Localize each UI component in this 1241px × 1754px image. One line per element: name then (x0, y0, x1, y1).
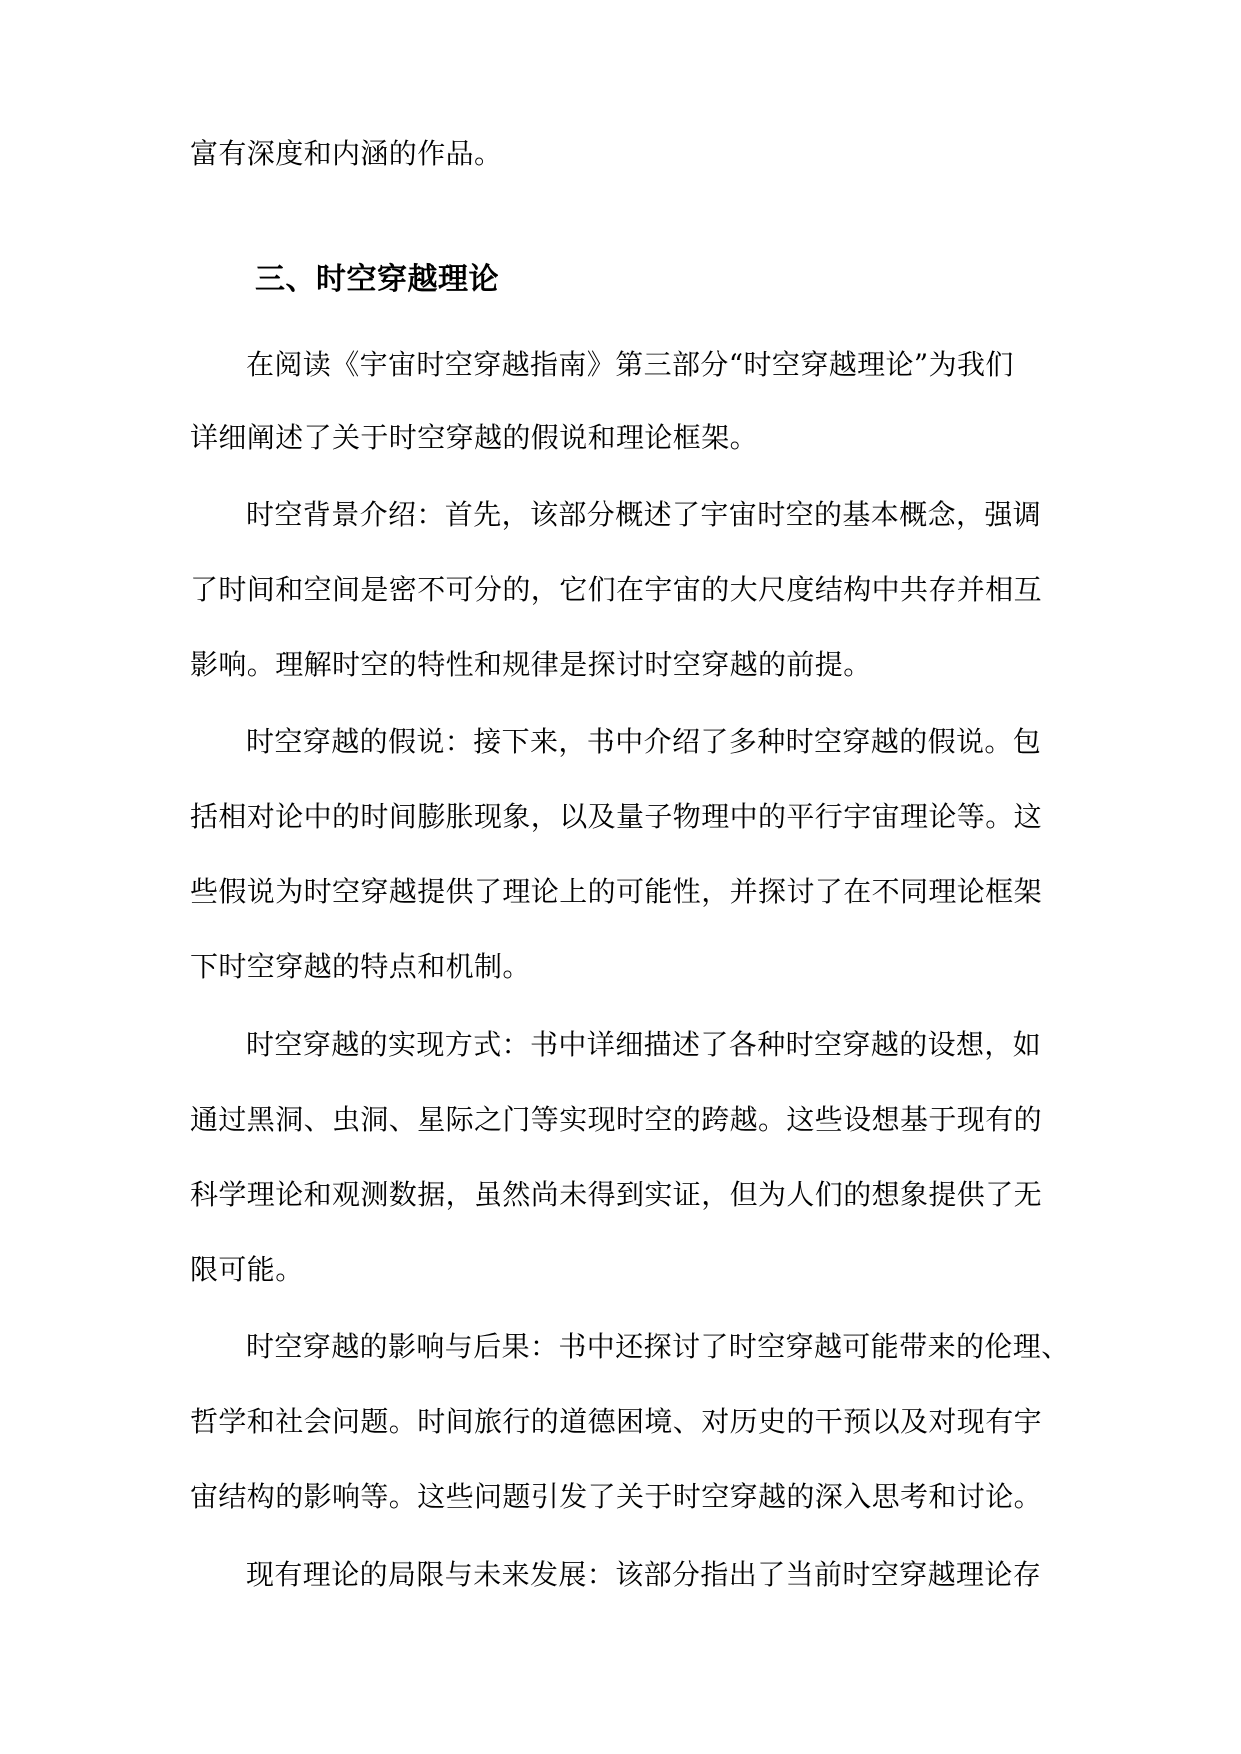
paragraph-3-line-2: 括相对论中的时间膨胀现象，以及量子物理中的平行宇宙理论等。这 (190, 800, 1043, 833)
paragraph-4-line-1: 时空穿越的实现方式：书中详细描述了各种时空穿越的设想，如 (246, 1028, 1042, 1061)
continuation-text: 富有深度和内涵的作品。 (190, 137, 503, 170)
paragraph-3-line-3: 些假说为时空穿越提供了理论上的可能性，并探讨了在不同理论框架 (190, 875, 1043, 908)
paragraph-5-line-3: 宙结构的影响等。这些问题引发了关于时空穿越的深入思考和讨论。 (190, 1480, 1043, 1513)
paragraph-2-line-3: 影响。理解时空的特性和规律是探讨时空穿越的前提。 (190, 648, 872, 681)
paragraph-1-line-1: 在阅读《宇宙时空穿越指南》第三部分“时空穿越理论”为我们 (246, 348, 1014, 381)
paragraph-5-line-2: 哲学和社会问题。时间旅行的道德困境、对历史的干预以及对现有宇 (190, 1405, 1043, 1438)
paragraph-6-line-1: 现有理论的局限与未来发展：该部分指出了当前时空穿越理论存 (246, 1558, 1042, 1591)
paragraph-4-line-3: 科学理论和观测数据，虽然尚未得到实证，但为人们的想象提供了无 (190, 1178, 1043, 1211)
paragraph-5-line-1: 时空穿越的影响与后果：书中还探讨了时空穿越可能带来的伦理、 (246, 1330, 1070, 1363)
paragraph-4-line-4: 限可能。 (190, 1253, 304, 1286)
section-heading: 三、时空穿越理论 (255, 262, 499, 297)
paragraph-2-line-1: 时空背景介绍：首先，该部分概述了宇宙时空的基本概念，强调 (246, 498, 1042, 531)
paragraph-4-line-2: 通过黑洞、虫洞、星际之门等实现时空的跨越。这些设想基于现有的 (190, 1103, 1043, 1136)
paragraph-2-line-2: 了时间和空间是密不可分的，它们在宇宙的大尺度结构中共存并相互 (190, 573, 1043, 606)
paragraph-3-line-4: 下时空穿越的特点和机制。 (190, 950, 531, 983)
paragraph-3-line-1: 时空穿越的假说：接下来，书中介绍了多种时空穿越的假说。包 (246, 725, 1042, 758)
paragraph-1-line-2: 详细阐述了关于时空穿越的假说和理论框架。 (190, 421, 759, 454)
